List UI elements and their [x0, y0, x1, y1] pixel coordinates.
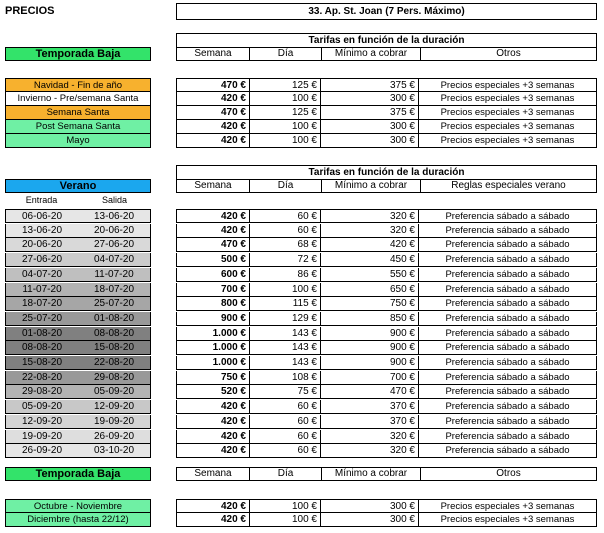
otros-cell: Precios especiales +3 semanas [418, 134, 596, 147]
column-header: Día [249, 48, 321, 60]
dia-cell: 72 € [249, 253, 320, 266]
minimo-cell: 370 € [320, 400, 418, 413]
entrada-date: 12-09-20 [21, 415, 63, 427]
period-label: Semana Santa [5, 106, 151, 120]
date-row [5, 224, 151, 238]
semana-cell: 1.000 € [212, 327, 246, 339]
minimo-cell: 300 € [320, 134, 418, 147]
entrada-header: Entrada [25, 195, 58, 205]
dia-cell: 60 € [249, 444, 320, 457]
semana-cell: 420 € [220, 93, 246, 104]
dia-cell: 60 € [249, 224, 320, 237]
salida-date: 03-10-20 [93, 445, 135, 457]
dia-cell: 68 € [249, 238, 320, 251]
minimo-cell: 320 € [320, 224, 418, 237]
salida-date: 12-09-20 [93, 401, 135, 413]
minimo-cell: 900 € [320, 356, 418, 369]
date-row [5, 283, 151, 297]
otros-cell: Preferencia sábado a sábado [418, 312, 596, 325]
otros-cell: Preferencia sábado a sábado [418, 400, 596, 413]
semana-cell: 500 € [220, 254, 246, 266]
semana-cell: 470 € [220, 107, 246, 118]
semana-cell: 420 € [220, 121, 246, 132]
otros-cell: Preferencia sábado a sábado [418, 210, 596, 222]
dia-cell: 100 € [249, 120, 320, 133]
dia-cell: 125 € [249, 106, 320, 119]
column-header: Semana [194, 48, 232, 59]
apartment-name: 33. Ap. St. Joan (7 Pers. Máximo) [176, 3, 597, 20]
section3-column-headers [176, 467, 597, 481]
entrada-date: 18-07-20 [21, 298, 63, 310]
period-label: Mayo [5, 134, 151, 148]
entrada-date: 22-08-20 [21, 371, 63, 383]
page-title: PRECIOS [5, 5, 55, 17]
semana-cell: 520 € [220, 386, 246, 398]
dia-cell: 60 € [249, 415, 320, 428]
section2-header-title: Tarifas en función de la duración [176, 165, 597, 179]
semana-cell: 470 € [220, 80, 246, 91]
entrada-date: 19-09-20 [21, 430, 63, 442]
salida-date: 26-09-20 [93, 430, 135, 442]
period-label: Invierno - Pre/semana Santa [5, 92, 151, 106]
column-header: Otros [420, 468, 596, 480]
table-row [176, 385, 597, 399]
column-header: Reglas especiales verano [420, 180, 596, 192]
otros-cell: Precios especiales +3 semanas [418, 92, 596, 105]
semana-cell: 420 € [220, 514, 246, 525]
period-label: Octubre - Noviembre [5, 499, 151, 513]
minimo-cell: 300 € [320, 92, 418, 105]
otros-cell: Preferencia sábado a sábado [418, 268, 596, 281]
otros-cell: Preferencia sábado a sábado [418, 238, 596, 251]
semana-cell: 420 € [220, 501, 246, 512]
table-row [176, 444, 597, 458]
table-row [176, 268, 597, 282]
table-row [176, 209, 597, 223]
column-header: Día [249, 180, 321, 192]
dia-cell: 100 € [249, 283, 320, 296]
period-label: Post Semana Santa [5, 120, 151, 134]
salida-date: 11-07-20 [94, 268, 134, 280]
column-header: Mínimo a cobrar [321, 468, 420, 480]
table-row [176, 430, 597, 444]
column-header: Semana [194, 468, 232, 479]
table-row [176, 134, 597, 148]
date-row [5, 444, 151, 458]
dia-cell: 86 € [249, 268, 320, 281]
entrada-date: 11-07-20 [22, 283, 62, 295]
entrada-date: 01-08-20 [21, 327, 63, 339]
entrada-date: 08-08-20 [21, 342, 63, 354]
minimo-cell: 320 € [320, 444, 418, 457]
minimo-cell: 900 € [320, 327, 418, 340]
table-row [176, 341, 597, 355]
minimo-cell: 650 € [320, 283, 418, 296]
date-row [5, 209, 151, 223]
table-row [176, 238, 597, 252]
table-row [176, 400, 597, 414]
semana-cell: 800 € [220, 298, 246, 310]
otros-cell: Preferencia sábado a sábado [418, 385, 596, 398]
date-row [5, 341, 151, 355]
date-row [5, 297, 151, 311]
table-row [176, 415, 597, 429]
section1-header-title: Tarifas en función de la duración [176, 33, 597, 47]
otros-cell: Precios especiales +3 semanas [418, 120, 596, 133]
otros-cell: Precios especiales +3 semanas [418, 500, 596, 512]
otros-cell: Precios especiales +3 semanas [418, 106, 596, 119]
salida-date: 25-07-20 [93, 298, 135, 310]
date-row [5, 312, 151, 326]
section2-column-headers [176, 179, 597, 193]
table-row [176, 499, 597, 513]
minimo-cell: 375 € [320, 106, 418, 119]
date-row [5, 430, 151, 444]
semana-cell: 420 € [220, 135, 246, 146]
section3-season-label: Temporada Baja [5, 467, 151, 481]
date-row [5, 385, 151, 399]
period-label: Navidad - Fin de año [5, 78, 151, 92]
minimo-cell: 550 € [320, 268, 418, 281]
entrada-date: 20-06-20 [21, 239, 63, 251]
otros-cell: Precios especiales +3 semanas [418, 79, 596, 91]
period-label: Diciembre (hasta 22/12) [5, 513, 151, 527]
minimo-cell: 375 € [320, 79, 418, 91]
table-row [176, 283, 597, 297]
table-row [176, 106, 597, 120]
semana-cell: 1.000 € [212, 342, 246, 354]
dia-cell: 100 € [249, 92, 320, 105]
table-row [176, 327, 597, 341]
dia-cell: 60 € [249, 400, 320, 413]
dia-cell: 143 € [249, 327, 320, 340]
otros-cell: Preferencia sábado a sábado [418, 327, 596, 340]
date-row [5, 415, 151, 429]
salida-date: 20-06-20 [93, 224, 135, 236]
dia-cell: 125 € [249, 79, 320, 91]
date-row [5, 371, 151, 385]
column-header: Mínimo a cobrar [321, 180, 420, 192]
date-headers [5, 195, 151, 205]
salida-header: Salida [101, 195, 128, 205]
otros-cell: Preferencia sábado a sábado [418, 283, 596, 296]
entrada-date: 15-08-20 [21, 357, 63, 368]
otros-cell: Preferencia sábado a sábado [418, 224, 596, 237]
salida-date: 04-07-20 [93, 254, 135, 266]
dia-cell: 100 € [249, 134, 320, 147]
column-header: Mínimo a cobrar [321, 48, 420, 60]
dia-cell: 75 € [249, 385, 320, 398]
minimo-cell: 300 € [320, 120, 418, 133]
minimo-cell: 320 € [320, 210, 418, 222]
otros-cell: Preferencia sábado a sábado [418, 415, 596, 428]
minimo-cell: 300 € [320, 500, 418, 512]
entrada-date: 26-09-20 [21, 445, 63, 457]
minimo-cell: 370 € [320, 415, 418, 428]
otros-cell: Preferencia sábado a sábado [418, 371, 596, 384]
semana-cell: 420 € [220, 430, 246, 442]
minimo-cell: 320 € [320, 430, 418, 443]
semana-cell: 470 € [220, 239, 246, 251]
entrada-date: 13-06-20 [21, 224, 63, 236]
entrada-date: 25-07-20 [21, 312, 63, 324]
otros-cell: Preferencia sábado a sábado [418, 341, 596, 354]
dia-cell: 115 € [249, 297, 320, 310]
table-row [176, 356, 597, 370]
salida-date: 08-08-20 [93, 327, 135, 339]
table-row [176, 312, 597, 326]
date-row [5, 253, 151, 267]
salida-date: 22-08-20 [93, 357, 135, 368]
entrada-date: 29-08-20 [21, 386, 63, 398]
semana-cell: 900 € [220, 312, 246, 324]
salida-date: 29-08-20 [93, 371, 135, 383]
semana-cell: 700 € [220, 283, 246, 295]
minimo-cell: 700 € [320, 371, 418, 384]
dia-cell: 143 € [249, 341, 320, 354]
date-row [5, 400, 151, 414]
column-header: Otros [420, 48, 596, 60]
minimo-cell: 750 € [320, 297, 418, 310]
section1-column-headers [176, 47, 597, 61]
dia-cell: 60 € [249, 430, 320, 443]
minimo-cell: 470 € [320, 385, 418, 398]
salida-date: 13-06-20 [93, 211, 135, 222]
dia-cell: 60 € [249, 210, 320, 222]
entrada-date: 06-06-20 [21, 211, 63, 222]
semana-cell: 600 € [220, 268, 246, 280]
date-row [5, 268, 151, 282]
section2-season-label: Verano [5, 179, 151, 193]
semana-cell: 1.000 € [212, 357, 246, 368]
dia-cell: 108 € [249, 371, 320, 384]
date-row [5, 238, 151, 252]
semana-cell: 420 € [220, 445, 246, 457]
semana-cell: 420 € [220, 211, 246, 222]
minimo-cell: 850 € [320, 312, 418, 325]
salida-date: 18-07-20 [93, 283, 135, 295]
table-row [176, 297, 597, 311]
otros-cell: Precios especiales +3 semanas [418, 513, 596, 526]
dia-cell: 129 € [249, 312, 320, 325]
entrada-date: 05-09-20 [21, 401, 63, 413]
dia-cell: 100 € [249, 500, 320, 512]
table-row [176, 224, 597, 238]
minimo-cell: 300 € [320, 513, 418, 526]
date-row [5, 327, 151, 341]
otros-cell: Preferencia sábado a sábado [418, 253, 596, 266]
salida-date: 01-08-20 [93, 312, 135, 324]
table-row [176, 120, 597, 134]
minimo-cell: 900 € [320, 341, 418, 354]
otros-cell: Preferencia sábado a sábado [418, 297, 596, 310]
table-row [176, 92, 597, 106]
salida-date: 27-06-20 [93, 239, 135, 251]
otros-cell: Preferencia sábado a sábado [418, 444, 596, 457]
salida-date: 19-09-20 [93, 415, 135, 427]
semana-cell: 420 € [220, 401, 246, 413]
table-row [176, 253, 597, 267]
otros-cell: Preferencia sábado a sábado [418, 356, 596, 369]
section1-season-label: Temporada Baja [5, 47, 151, 61]
minimo-cell: 420 € [320, 238, 418, 251]
minimo-cell: 450 € [320, 253, 418, 266]
semana-cell: 420 € [220, 415, 246, 427]
table-row [176, 78, 597, 92]
salida-date: 15-08-20 [93, 342, 135, 354]
semana-cell: 420 € [220, 224, 246, 236]
date-row [5, 356, 151, 370]
dia-cell: 143 € [249, 356, 320, 369]
entrada-date: 04-07-20 [21, 268, 63, 280]
dia-cell: 100 € [249, 513, 320, 526]
entrada-date: 27-06-20 [21, 254, 63, 266]
column-header: Día [249, 468, 321, 480]
otros-cell: Preferencia sábado a sábado [418, 430, 596, 443]
table-row [176, 371, 597, 385]
salida-date: 05-09-20 [93, 386, 135, 398]
semana-cell: 750 € [220, 371, 246, 383]
column-header: Semana [194, 180, 232, 191]
table-row [176, 513, 597, 527]
